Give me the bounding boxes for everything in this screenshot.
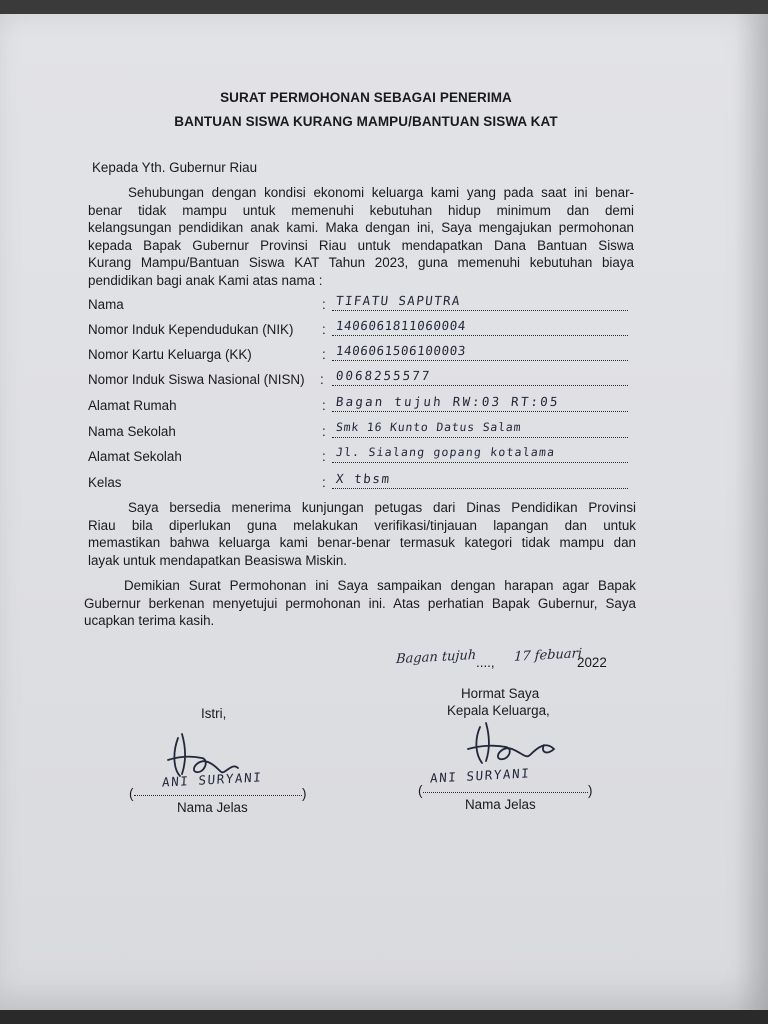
- date-separator: ....,: [476, 655, 495, 670]
- field-colon: :: [322, 297, 326, 312]
- field-dots: [332, 435, 628, 438]
- right-paren-open: (: [418, 783, 423, 798]
- date-place-handwritten: Bagan tujuh: [395, 647, 477, 668]
- field-value-nama-sekolah: Smk 16 Kunto Datus Salam: [335, 420, 523, 434]
- visit-line: Saya bersedia menerima kunjungan petugas dari Dinas Pendidikan Provinsi: [128, 500, 636, 515]
- intro-line: kepada Bapak Gubernur Provinsi Riau untuk mendapatkan Dana Bantuan Siswa: [88, 237, 634, 253]
- field-value-nisn: 0068255577: [335, 368, 433, 383]
- intro-line: kelangsungan pendidikan anak kami. Maka dengan ini, Saya mengajukan permohonan: [88, 220, 634, 236]
- field-dots: [332, 333, 628, 336]
- field-dots: [332, 308, 628, 311]
- right-paren-close: ): [588, 783, 593, 798]
- field-dots: [332, 358, 628, 361]
- field-value-alamat-rumah: Bagan tujuh RW:03 RT:05: [335, 394, 561, 409]
- field-value-nama: TIFATU SAPUTRA: [335, 293, 462, 308]
- intro-line: benar tidak mampu untuk memenuhi kebutuhan hidup minimum dan demi: [88, 202, 634, 218]
- right-signer-name: ANI SURYANI: [429, 765, 531, 786]
- visit-line: layak untuk mendapatkan Beasiswa Miskin.: [88, 552, 348, 568]
- right-name-dots: [423, 792, 588, 793]
- field-label-kk: Nomor Kartu Keluarga (KK): [88, 347, 252, 362]
- left-caption: Nama Jelas: [177, 800, 248, 815]
- date-year: 2022: [577, 655, 607, 670]
- field-colon: :: [322, 347, 326, 362]
- field-colon: :: [322, 475, 326, 490]
- field-label-nik: Nomor Induk Kependudukan (NIK): [88, 322, 294, 337]
- field-label-nama-sekolah: Nama Sekolah: [88, 424, 176, 439]
- left-name-dots: [134, 795, 302, 796]
- field-label-kelas: Kelas: [88, 475, 122, 490]
- field-value-nik: 1406061811060004: [335, 318, 467, 333]
- visit-line: memastikan bahwa keluarga kami benar-benar termasuk kategori tidak mampu dan: [88, 535, 636, 551]
- field-value-kelas: X tbsm: [335, 471, 392, 486]
- field-value-alamat-sekolah: Jl. Sialang gopang kotalama: [335, 445, 557, 459]
- field-dots: [332, 409, 628, 412]
- visit-paragraph: [88, 499, 636, 569]
- left-paren-close: ): [302, 786, 307, 801]
- closing-line: ucapkan terima kasih.: [84, 613, 215, 629]
- left-role: Istri,: [201, 706, 227, 721]
- field-label-alamat-sekolah: Alamat Sekolah: [88, 449, 182, 464]
- field-label-nisn: Nomor Induk Siswa Nasional (NISN): [88, 372, 305, 387]
- intro-line: Sehubungan dengan kondisi ekonomi keluarga kami yang pada saat ini benar-: [128, 185, 634, 200]
- left-paren-open: (: [129, 786, 134, 801]
- date-handwritten: 17 febuari: [513, 646, 583, 665]
- visit-line: Riau bila diperlukan guna melakukan verifikasi/tinjauan lapangan dan untuk: [88, 517, 636, 533]
- closing-paragraph: [84, 577, 636, 630]
- closing-line: Demikian Surat Permohonan ini Saya sampaikan dengan harapan agar Bapak: [124, 578, 636, 593]
- field-colon: :: [322, 424, 326, 439]
- intro-line: pendidikan bagi anak Kami atas nama :: [88, 272, 323, 288]
- field-colon: :: [320, 372, 324, 387]
- right-greeting: Hormat Saya: [461, 686, 540, 701]
- paper-edge-shadow: [735, 14, 768, 1010]
- field-colon: :: [322, 449, 326, 464]
- closing-line: Gubernur berkenan menyetujui permohonan ini. Atas perhatian Bapak Gubernur, Saya: [84, 595, 636, 611]
- field-label-alamat-rumah: Alamat Rumah: [88, 398, 177, 413]
- intro-line: Kurang Mampu/Bantuan Siswa KAT Tahun 2023, guna memenuhi kebutuhan biaya: [88, 255, 634, 271]
- title-line-1: SURAT PERMOHONAN SEBAGAI PENERIMA: [220, 90, 512, 105]
- field-label-nama: Nama: [88, 297, 124, 312]
- field-value-kk: 1406061506100003: [335, 343, 467, 358]
- field-colon: :: [322, 398, 326, 413]
- field-dots: [332, 486, 628, 489]
- addressee: Kepada Yth. Gubernur Riau: [92, 160, 258, 175]
- left-signer-name: ANI SURYANI: [161, 769, 263, 790]
- intro-paragraph: [88, 184, 634, 290]
- right-caption: Nama Jelas: [465, 797, 536, 812]
- right-role: Kepala Keluarga,: [447, 703, 550, 718]
- field-dots: [332, 383, 628, 386]
- field-colon: :: [322, 322, 326, 337]
- title-line-2: BANTUAN SISWA KURANG MAMPU/BANTUAN SISWA KAT: [174, 114, 558, 129]
- field-dots: [332, 460, 628, 463]
